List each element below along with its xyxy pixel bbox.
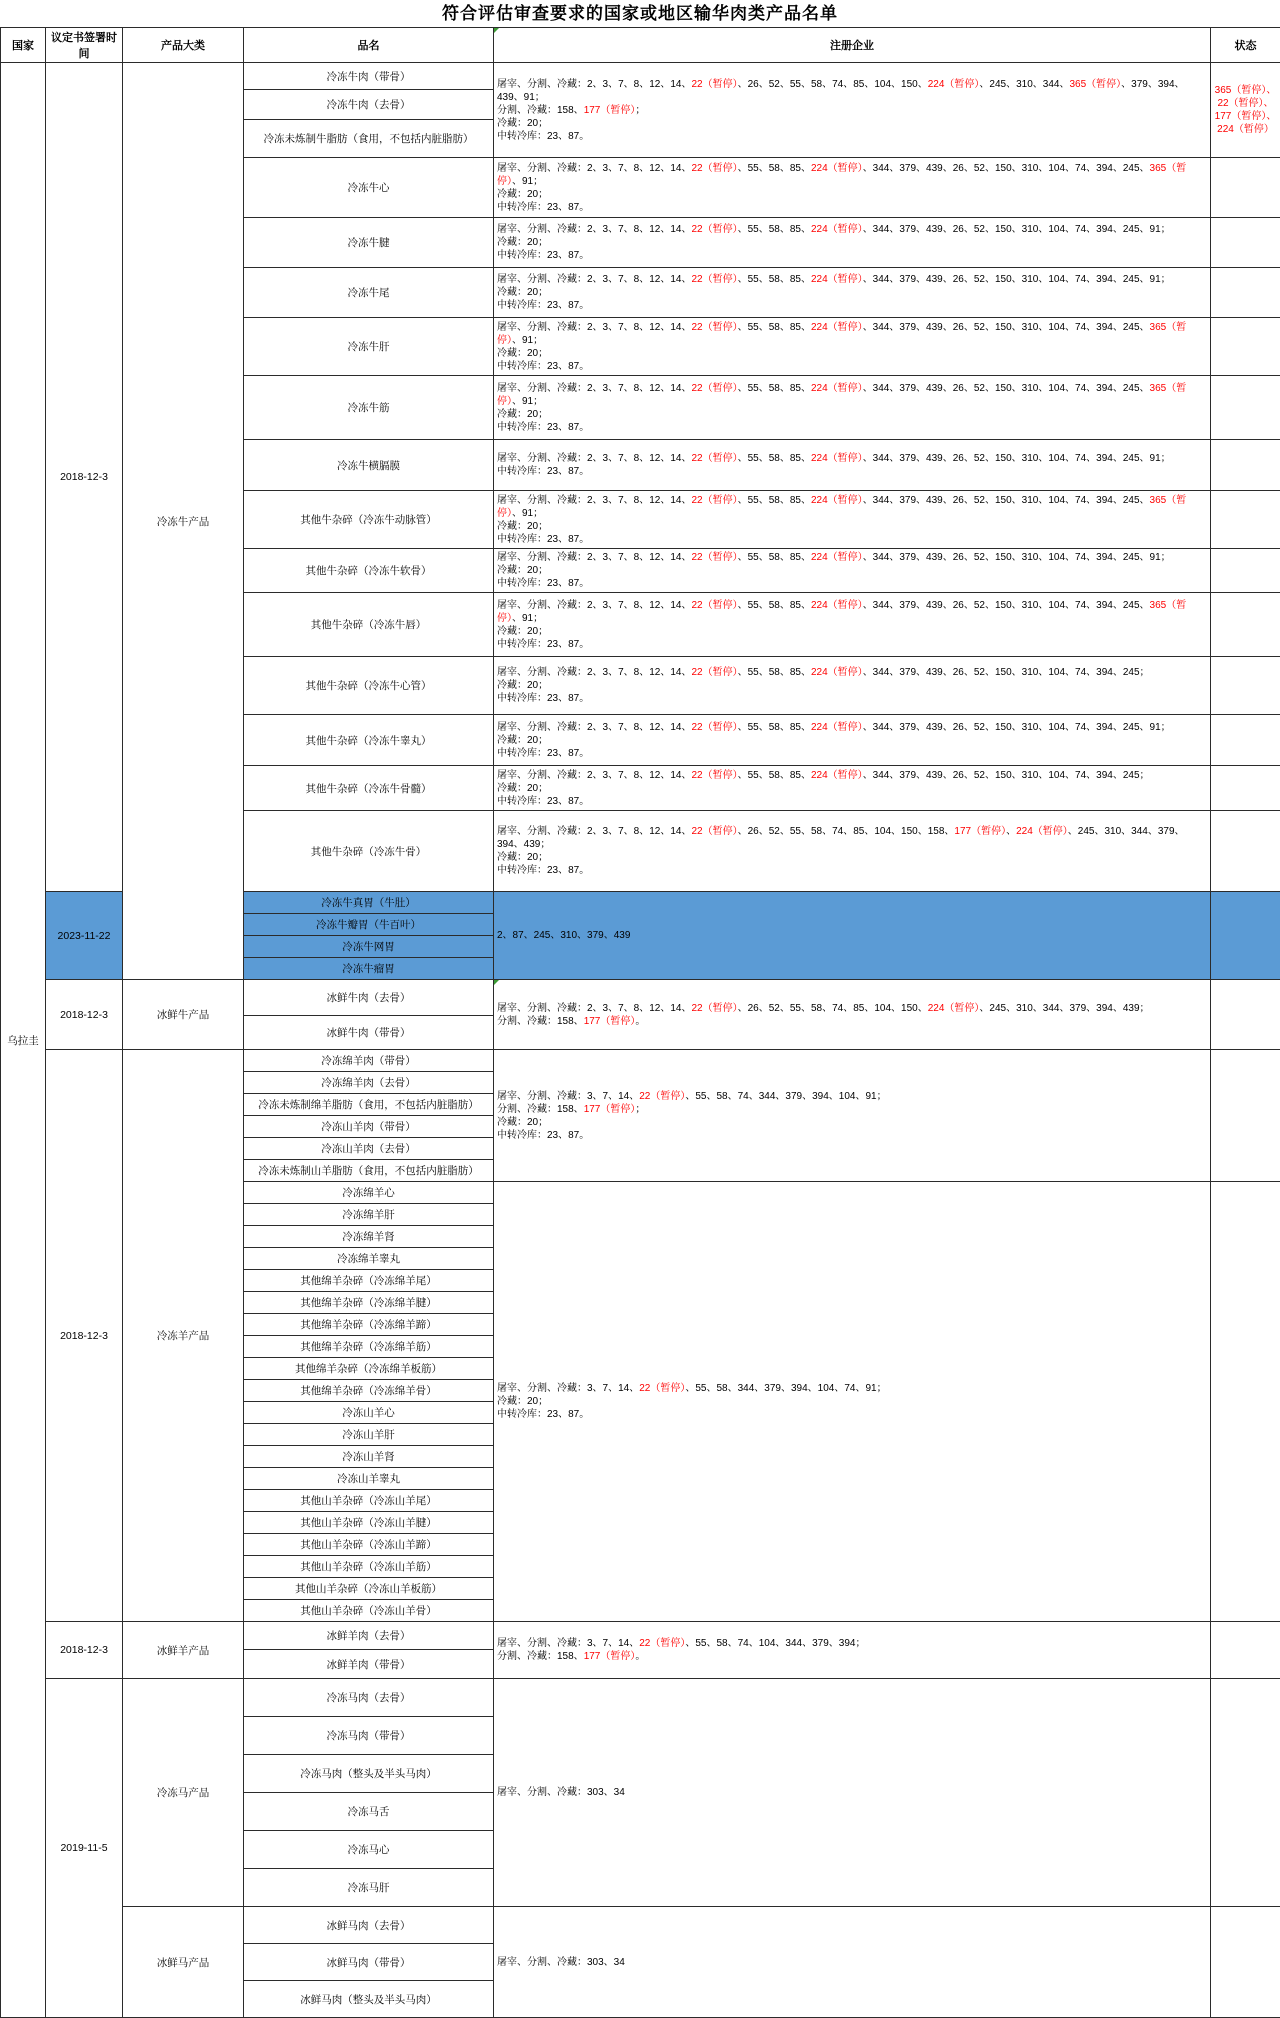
product-category-cell: 冷冻羊产品 bbox=[123, 1050, 244, 1622]
product-name-cell: 冰鲜羊肉（带骨） bbox=[244, 1650, 494, 1679]
status-line: 22（暂停）、 bbox=[1213, 97, 1278, 110]
product-name-cell: 冷冻牛腱 bbox=[244, 218, 494, 268]
product-name-cell: 冷冻马肝 bbox=[244, 1869, 494, 1907]
column-header-4: 品名 bbox=[244, 28, 494, 63]
product-name-cell: 其他牛杂碎（冷冻牛动脉管） bbox=[244, 491, 494, 549]
enterprise-line: 冷藏：20； bbox=[497, 734, 1207, 747]
product-name-cell: 冷冻马肉（整头及半头马肉） bbox=[244, 1755, 494, 1793]
enterprise-line: 冷藏：20； bbox=[497, 1116, 1207, 1129]
product-name-cell: 冷冻绵羊肾 bbox=[244, 1226, 494, 1248]
status-cell bbox=[1211, 1907, 1280, 2018]
product-name-cell: 其他山羊杂碎（冷冻山羊蹄） bbox=[244, 1534, 494, 1556]
product-name-cell: 冷冻绵羊肉（去骨） bbox=[244, 1072, 494, 1094]
enterprise-line: 冷藏：20； bbox=[497, 679, 1207, 692]
enterprise-cell bbox=[494, 63, 1211, 158]
status-cell bbox=[1211, 715, 1280, 766]
product-name-cell: 冷冻山羊肉（带骨） bbox=[244, 1116, 494, 1138]
status-cell bbox=[1211, 593, 1280, 657]
status-cell bbox=[1211, 491, 1280, 549]
status-line: 365（暂停）、 bbox=[1213, 84, 1278, 97]
table-row bbox=[1, 980, 1280, 1016]
product-name-cell: 冰鲜马肉（去骨） bbox=[244, 1907, 494, 1944]
enterprise-line: 中转冷库：23、87。 bbox=[497, 577, 1207, 590]
enterprise-line: 冷藏：20； bbox=[497, 286, 1207, 299]
product-name-cell: 冷冻绵羊肝 bbox=[244, 1204, 494, 1226]
table-row bbox=[1, 63, 1280, 90]
enterprise-cell bbox=[494, 1182, 1211, 1622]
enterprise-cell bbox=[494, 715, 1211, 766]
enterprise-line: 分割、冷藏：158、177（暂停）； bbox=[497, 104, 1207, 117]
country-cell: 乌拉圭 bbox=[1, 63, 46, 2018]
product-name-cell: 其他山羊杂碎（冷冻山羊骨） bbox=[244, 1600, 494, 1622]
enterprise-line: 中转冷库：23、87。 bbox=[497, 360, 1207, 373]
enterprise-line: 屠宰、分割、冷藏：2、3、7、8、12、14、22（暂停）、55、58、85、224（暂停）、344、379、439、26、52、150、310、104、74、394、245、91； bbox=[497, 223, 1207, 236]
product-name-cell: 冷冻牛横膈膜 bbox=[244, 440, 494, 491]
status-line: 177（暂停）、 bbox=[1213, 110, 1278, 123]
product-name-cell: 其他绵羊杂碎（冷冻绵羊筋） bbox=[244, 1336, 494, 1358]
product-name-cell: 冷冻牛尾 bbox=[244, 268, 494, 318]
status-cell bbox=[1211, 63, 1280, 158]
enterprise-line: 屠宰、分割、冷藏：2、3、7、8、12、14、22（暂停）、26、52、55、58、74、85、104、150、224（暂停）、245、310、344、379、394、439； bbox=[497, 1002, 1207, 1015]
product-name-cell: 其他牛杂碎（冷冻牛睾丸） bbox=[244, 715, 494, 766]
enterprise-line: 冷藏：20； bbox=[497, 117, 1207, 130]
product-name-cell: 冷冻马心 bbox=[244, 1831, 494, 1869]
table-row bbox=[1, 1679, 1280, 1717]
product-name-cell: 其他绵羊杂碎（冷冻绵羊板筋） bbox=[244, 1358, 494, 1380]
enterprise-line: 分割、冷藏：158、177（暂停）。 bbox=[497, 1015, 1207, 1028]
product-name-cell: 冷冻牛肉（带骨） bbox=[244, 63, 494, 90]
product-name-cell: 冷冻绵羊肉（带骨） bbox=[244, 1050, 494, 1072]
table-row bbox=[1, 1050, 1280, 1072]
enterprise-line: 中转冷库：23、87。 bbox=[497, 421, 1207, 434]
enterprise-line: 中转冷库：23、87。 bbox=[497, 692, 1207, 705]
enterprise-line: 冷藏：20； bbox=[497, 188, 1207, 201]
product-name-cell: 冷冻未炼制山羊脂肪（食用，不包括内脏脂肪） bbox=[244, 1160, 494, 1182]
enterprise-line: 中转冷库：23、87。 bbox=[497, 130, 1207, 143]
status-cell bbox=[1211, 766, 1280, 811]
product-name-cell: 冷冻山羊肝 bbox=[244, 1424, 494, 1446]
enterprise-cell bbox=[494, 980, 1211, 1050]
table-header bbox=[1, 28, 1280, 63]
product-name-cell: 冷冻绵羊睾丸 bbox=[244, 1248, 494, 1270]
product-name-cell: 其他山羊杂碎（冷冻山羊腱） bbox=[244, 1512, 494, 1534]
product-name-cell: 冷冻山羊睾丸 bbox=[244, 1468, 494, 1490]
table-row bbox=[1, 1622, 1280, 1650]
product-name-cell: 其他山羊杂碎（冷冻山羊筋） bbox=[244, 1556, 494, 1578]
enterprise-cell bbox=[494, 268, 1211, 318]
status-cell bbox=[1211, 1679, 1280, 1907]
protocol-date-cell: 2019-11-5 bbox=[46, 1679, 123, 2018]
products-table bbox=[0, 27, 1280, 2018]
protocol-date-cell: 2018-12-3 bbox=[46, 1622, 123, 1679]
enterprise-line: 冷藏：20； bbox=[497, 408, 1207, 421]
enterprise-line: 冷藏：20； bbox=[497, 1395, 1207, 1408]
enterprise-cell bbox=[494, 657, 1211, 715]
status-cell bbox=[1211, 318, 1280, 376]
protocol-date-cell: 2018-12-3 bbox=[46, 980, 123, 1050]
product-name-cell: 冷冻山羊肾 bbox=[244, 1446, 494, 1468]
product-name-cell: 冷冻牛真胃（牛肚） bbox=[244, 892, 494, 914]
enterprise-cell bbox=[494, 376, 1211, 440]
column-header-3: 产品大类 bbox=[123, 28, 244, 63]
status-cell bbox=[1211, 1050, 1280, 1182]
protocol-date-cell: 2018-12-3 bbox=[46, 1050, 123, 1622]
product-name-cell: 冷冻马肉（去骨） bbox=[244, 1679, 494, 1717]
protocol-date-cell: 2018-12-3 bbox=[46, 63, 123, 892]
status-line: 224（暂停） bbox=[1213, 123, 1278, 136]
enterprise-line: 中转冷库：23、87。 bbox=[497, 299, 1207, 312]
product-name-cell: 其他绵羊杂碎（冷冻绵羊骨） bbox=[244, 1380, 494, 1402]
product-name-cell: 冷冻牛筋 bbox=[244, 376, 494, 440]
enterprise-line: 屠宰、分割、冷藏：2、3、7、8、12、14、22（暂停）、55、58、85、224（暂停）、344、379、439、26、52、150、310、104、74、394、245、91； bbox=[497, 551, 1207, 564]
enterprise-cell bbox=[494, 811, 1211, 892]
product-name-cell: 冷冻牛肝 bbox=[244, 318, 494, 376]
enterprise-cell bbox=[494, 892, 1211, 980]
product-name-cell: 冷冻山羊心 bbox=[244, 1402, 494, 1424]
enterprise-cell bbox=[494, 440, 1211, 491]
enterprise-line: 中转冷库：23、87。 bbox=[497, 249, 1207, 262]
table-body bbox=[1, 63, 1280, 2018]
enterprise-line: 屠宰、分割、冷藏：303、34 bbox=[497, 1786, 1207, 1799]
enterprise-line: 2、87、245、310、379、439 bbox=[497, 929, 1207, 942]
status-cell bbox=[1211, 1182, 1280, 1622]
product-name-cell: 其他牛杂碎（冷冻牛骨） bbox=[244, 811, 494, 892]
enterprise-line: 屠宰、分割、冷藏：2、3、7、8、12、14、22（暂停）、26、52、55、58、74、85、104、150、158、177（暂停）、224（暂停）、245、310、344、379、394、439； bbox=[497, 825, 1207, 851]
enterprise-line: 屠宰、分割、冷藏：2、3、7、8、12、14、22（暂停）、55、58、85、224（暂停）、344、379、439、26、52、150、310、104、74、394、245、91； bbox=[497, 273, 1207, 286]
enterprise-line: 屠宰、分割、冷藏：3、7、14、22（暂停）、55、58、74、104、344、379、394； bbox=[497, 1637, 1207, 1650]
enterprise-line: 中转冷库：23、87。 bbox=[497, 201, 1207, 214]
product-name-cell: 冰鲜马肉（带骨） bbox=[244, 1944, 494, 1981]
enterprise-line: 冷藏：20； bbox=[497, 625, 1207, 638]
enterprise-cell bbox=[494, 1907, 1211, 2018]
enterprise-line: 冷藏：20； bbox=[497, 851, 1207, 864]
enterprise-line: 屠宰、分割、冷藏：3、7、14、22（暂停）、55、58、344、379、394、104、74、91； bbox=[497, 1382, 1207, 1395]
product-name-cell: 其他山羊杂碎（冷冻山羊板筋） bbox=[244, 1578, 494, 1600]
product-name-cell: 冷冻牛肉（去骨） bbox=[244, 90, 494, 120]
enterprise-line: 屠宰、分割、冷藏：2、3、7、8、12、14、22（暂停）、55、58、85、224（暂停）、344、379、439、26、52、150、310、104、74、394、245、91； bbox=[497, 721, 1207, 734]
product-name-cell: 其他牛杂碎（冷冻牛心管） bbox=[244, 657, 494, 715]
product-name-cell: 冰鲜马肉（整头及半头马肉） bbox=[244, 1981, 494, 2018]
enterprise-cell bbox=[494, 593, 1211, 657]
enterprise-cell bbox=[494, 1679, 1211, 1907]
status-cell bbox=[1211, 549, 1280, 593]
enterprise-line: 屠宰、分割、冷藏：2、3、7、8、12、14、22（暂停）、55、58、85、224（暂停）、344、379、439、26、52、150、310、104、74、394、245、365（暂停）、91； bbox=[497, 494, 1207, 520]
enterprise-line: 屠宰、分割、冷藏：2、3、7、8、12、14、22（暂停）、55、58、85、224（暂停）、344、379、439、26、52、150、310、104、74、394、245、365（暂停）、91； bbox=[497, 162, 1207, 188]
product-name-cell: 冷冻牛心 bbox=[244, 158, 494, 218]
product-name-cell: 冷冻山羊肉（去骨） bbox=[244, 1138, 494, 1160]
enterprise-cell bbox=[494, 766, 1211, 811]
product-name-cell: 其他山羊杂碎（冷冻山羊尾） bbox=[244, 1490, 494, 1512]
status-cell bbox=[1211, 440, 1280, 491]
product-name-cell: 冷冻马舌 bbox=[244, 1793, 494, 1831]
product-name-cell: 冷冻绵羊心 bbox=[244, 1182, 494, 1204]
enterprise-line: 中转冷库：23、87。 bbox=[497, 795, 1207, 808]
enterprise-line: 屠宰、分割、冷藏：2、3、7、8、12、14、22（暂停）、55、58、85、224（暂停）、344、379、439、26、52、150、310、104、74、394、245、91； bbox=[497, 452, 1207, 465]
product-name-cell: 冷冻未炼制牛脂肪（食用，不包括内脏脂肪） bbox=[244, 120, 494, 158]
enterprise-line: 分割、冷藏：158、177（暂停）。 bbox=[497, 1650, 1207, 1663]
status-cell bbox=[1211, 980, 1280, 1050]
product-name-cell: 其他牛杂碎（冷冻牛骨髓） bbox=[244, 766, 494, 811]
product-category-cell: 冷冻牛产品 bbox=[123, 63, 244, 980]
enterprise-line: 冷藏：20； bbox=[497, 520, 1207, 533]
header-row bbox=[1, 28, 1280, 63]
enterprise-line: 中转冷库：23、87。 bbox=[497, 864, 1207, 877]
product-category-cell: 冰鲜羊产品 bbox=[123, 1622, 244, 1679]
enterprise-line: 冷藏：20； bbox=[497, 782, 1207, 795]
enterprise-line: 中转冷库：23、87。 bbox=[497, 638, 1207, 651]
enterprise-cell bbox=[494, 1622, 1211, 1679]
enterprise-line: 中转冷库：23、87。 bbox=[497, 1129, 1207, 1142]
product-category-cell: 冷冻马产品 bbox=[123, 1679, 244, 1907]
protocol-date-cell: 2023-11-22 bbox=[46, 892, 123, 980]
enterprise-line: 中转冷库：23、87。 bbox=[497, 747, 1207, 760]
status-cell bbox=[1211, 268, 1280, 318]
enterprise-cell bbox=[494, 1050, 1211, 1182]
enterprise-cell bbox=[494, 491, 1211, 549]
product-name-cell: 冷冻牛瘤胃 bbox=[244, 958, 494, 980]
enterprise-line: 中转冷库：23、87。 bbox=[497, 1408, 1207, 1421]
product-name-cell: 其他绵羊杂碎（冷冻绵羊尾） bbox=[244, 1270, 494, 1292]
enterprise-line: 屠宰、分割、冷藏：2、3、7、8、12、14、22（暂停）、55、58、85、224（暂停）、344、379、439、26、52、150、310、104、74、394、245； bbox=[497, 769, 1207, 782]
status-cell bbox=[1211, 376, 1280, 440]
table-row bbox=[1, 1907, 1280, 1944]
enterprise-line: 分割、冷藏：158、177（暂停）； bbox=[497, 1103, 1207, 1116]
product-name-cell: 冰鲜牛肉（带骨） bbox=[244, 1016, 494, 1050]
enterprise-cell bbox=[494, 218, 1211, 268]
status-cell bbox=[1211, 657, 1280, 715]
column-header-2: 议定书签署时间 bbox=[46, 28, 123, 63]
enterprise-line: 中转冷库：23、87。 bbox=[497, 533, 1207, 546]
product-category-cell: 冰鲜马产品 bbox=[123, 1907, 244, 2018]
product-name-cell: 冷冻牛瓣胃（牛百叶） bbox=[244, 914, 494, 936]
enterprise-cell bbox=[494, 318, 1211, 376]
product-name-cell: 冷冻牛网胃 bbox=[244, 936, 494, 958]
column-header-5: 注册企业 bbox=[494, 28, 1211, 63]
product-name-cell: 其他绵羊杂碎（冷冻绵羊腱） bbox=[244, 1292, 494, 1314]
enterprise-line: 屠宰、分割、冷藏：2、3、7、8、12、14、22（暂停）、26、52、55、58、74、85、104、150、224（暂停）、245、310、344、365（暂停）、379、394、439、91； bbox=[497, 78, 1207, 104]
status-cell bbox=[1211, 158, 1280, 218]
product-name-cell: 其他绵羊杂碎（冷冻绵羊蹄） bbox=[244, 1314, 494, 1336]
product-name-cell: 其他牛杂碎（冷冻牛唇） bbox=[244, 593, 494, 657]
enterprise-cell bbox=[494, 158, 1211, 218]
enterprise-line: 屠宰、分割、冷藏：2、3、7、8、12、14、22（暂停）、55、58、85、224（暂停）、344、379、439、26、52、150、310、104、74、394、245； bbox=[497, 666, 1207, 679]
product-category-cell: 冰鲜牛产品 bbox=[123, 980, 244, 1050]
status-cell bbox=[1211, 892, 1280, 980]
enterprise-line: 屠宰、分割、冷藏：3、7、14、22（暂停）、55、58、74、344、379、394、104、91； bbox=[497, 1090, 1207, 1103]
page-title: 符合评估审查要求的国家或地区输华肉类产品名单 bbox=[0, 0, 1280, 27]
column-header-1: 国家 bbox=[1, 28, 46, 63]
product-name-cell: 冰鲜羊肉（去骨） bbox=[244, 1622, 494, 1650]
enterprise-line: 屠宰、分割、冷藏：2、3、7、8、12、14、22（暂停）、55、58、85、224（暂停）、344、379、439、26、52、150、310、104、74、394、245、365（暂停）、91； bbox=[497, 599, 1207, 625]
enterprise-line: 屠宰、分割、冷藏：2、3、7、8、12、14、22（暂停）、55、58、85、224（暂停）、344、379、439、26、52、150、310、104、74、394、245、365（暂停）、91； bbox=[497, 382, 1207, 408]
product-name-cell: 冰鲜牛肉（去骨） bbox=[244, 980, 494, 1016]
status-cell bbox=[1211, 811, 1280, 892]
product-name-cell: 其他牛杂碎（冷冻牛软骨） bbox=[244, 549, 494, 593]
product-name-cell: 冷冻未炼制绵羊脂肪（食用，不包括内脏脂肪） bbox=[244, 1094, 494, 1116]
status-cell bbox=[1211, 218, 1280, 268]
enterprise-line: 中转冷库：23、87。 bbox=[497, 465, 1207, 478]
product-name-cell: 冷冻马肉（带骨） bbox=[244, 1717, 494, 1755]
enterprise-cell bbox=[494, 549, 1211, 593]
enterprise-line: 屠宰、分割、冷藏：2、3、7、8、12、14、22（暂停）、55、58、85、224（暂停）、344、379、439、26、52、150、310、104、74、394、245、365（暂停）、91； bbox=[497, 321, 1207, 347]
enterprise-line: 冷藏：20； bbox=[497, 564, 1207, 577]
enterprise-line: 屠宰、分割、冷藏：303、34 bbox=[497, 1956, 1207, 1969]
status-cell bbox=[1211, 1622, 1280, 1679]
enterprise-line: 冷藏：20； bbox=[497, 236, 1207, 249]
enterprise-line: 冷藏：20； bbox=[497, 347, 1207, 360]
column-header-6: 状态 bbox=[1211, 28, 1280, 63]
